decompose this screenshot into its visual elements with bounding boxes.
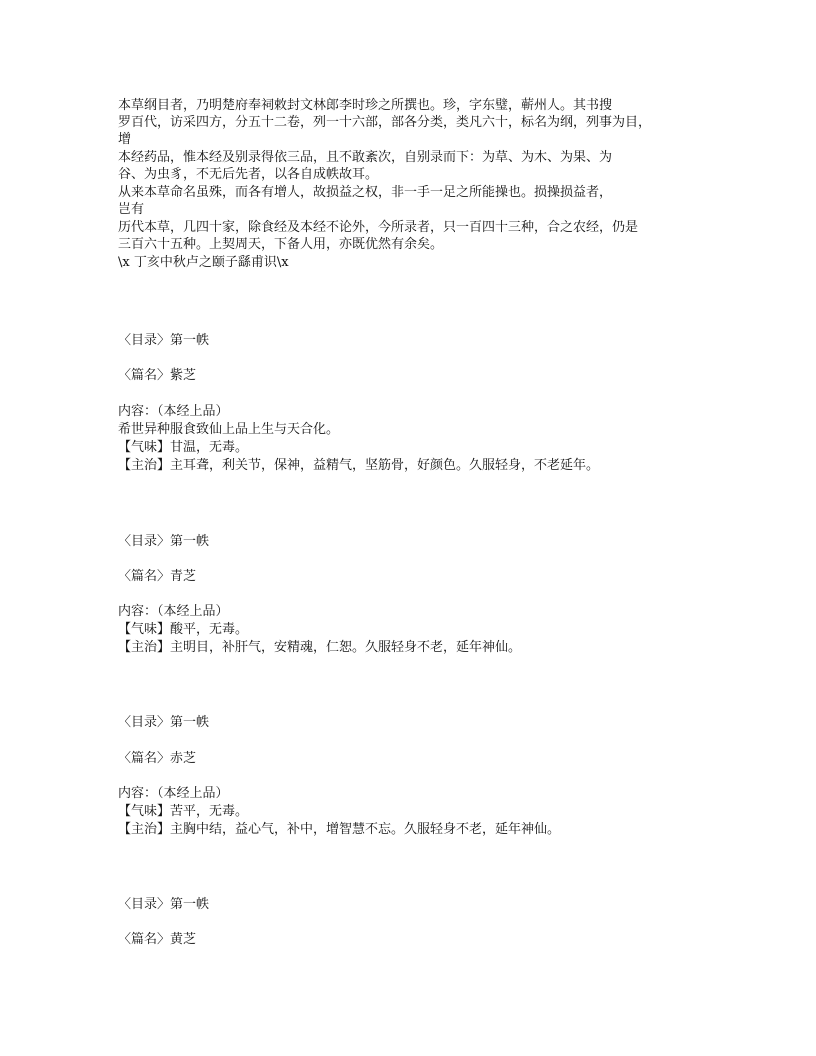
- preface-line: 本草纲目者，乃明楚府奉祠敕封文林郎李时珍之所撰也。珍，字东璧，蕲州人。其书搜: [118, 98, 613, 113]
- catalog-heading: 〈目录〉第一帙: [118, 534, 210, 549]
- preface-line: 岂有: [118, 202, 145, 217]
- entry-line: 【气味】甘温，无毒。: [118, 440, 249, 455]
- preface-line: 三百六十五种。上契周天，下备人用，亦既优然有余矣。: [118, 237, 444, 252]
- content-label: 内容：（本经上品）: [118, 404, 229, 419]
- catalog-heading: 〈目录〉第一帙: [118, 715, 210, 730]
- entry-title: 〈篇名〉紫芝: [118, 368, 197, 383]
- entry-line: 【气味】酸平，无毒。: [118, 622, 249, 637]
- entry-title: 〈篇名〉青芝: [118, 569, 197, 584]
- entry-line: 【主治】主明目，补肝气，安精魂，仁恕。久服轻身不老，延年神仙。: [118, 640, 522, 655]
- entry-line: 希世异种服食致仙上品上生与天合化。: [118, 422, 340, 437]
- preface-line: 本经药品，惟本经及别录得依三品，且不敢紊次，自别录而下：为草、为木、为果、为: [118, 150, 613, 165]
- content-label: 内容：（本经上品）: [118, 786, 229, 801]
- entry-title: 〈篇名〉黄芝: [118, 932, 197, 947]
- preface-signature: \x 丁亥中秋卢之颐子繇甫识\x: [118, 255, 289, 270]
- content-label: 内容：（本经上品）: [118, 604, 229, 619]
- catalog-heading: 〈目录〉第一帙: [118, 333, 210, 348]
- preface-line: 历代本草，几四十家，除食经及本经不论外，今所录者，只一百四十三种，合之农经，仍是: [118, 220, 639, 235]
- entry-line: 【主治】主耳聋，利关节，保神，益精气，坚筋骨，好颜色。久服轻身，不老延年。: [118, 458, 600, 473]
- catalog-heading: 〈目录〉第一帙: [118, 897, 210, 912]
- preface-line: 增: [118, 132, 132, 147]
- entry-line: 【主治】主胸中结，益心气，补中，增智慧不忘。久服轻身不老，延年神仙。: [118, 822, 561, 837]
- preface-line: 从来本草命名虽殊，而各有增人，故损益之权，非一手一足之所能操也。损操损益者，: [118, 185, 613, 200]
- preface-line: 谷、为虫豸，不无后先者，以各自成帙故耳。: [118, 167, 379, 182]
- entry-line: 【气味】苦平，无毒。: [118, 804, 249, 819]
- preface-line: 罗百代，访采四方，分五十二卷，列一十六部，部各分类，类凡六十，标名为纲，列事为目，: [118, 115, 652, 130]
- entry-title: 〈篇名〉赤芝: [118, 751, 197, 766]
